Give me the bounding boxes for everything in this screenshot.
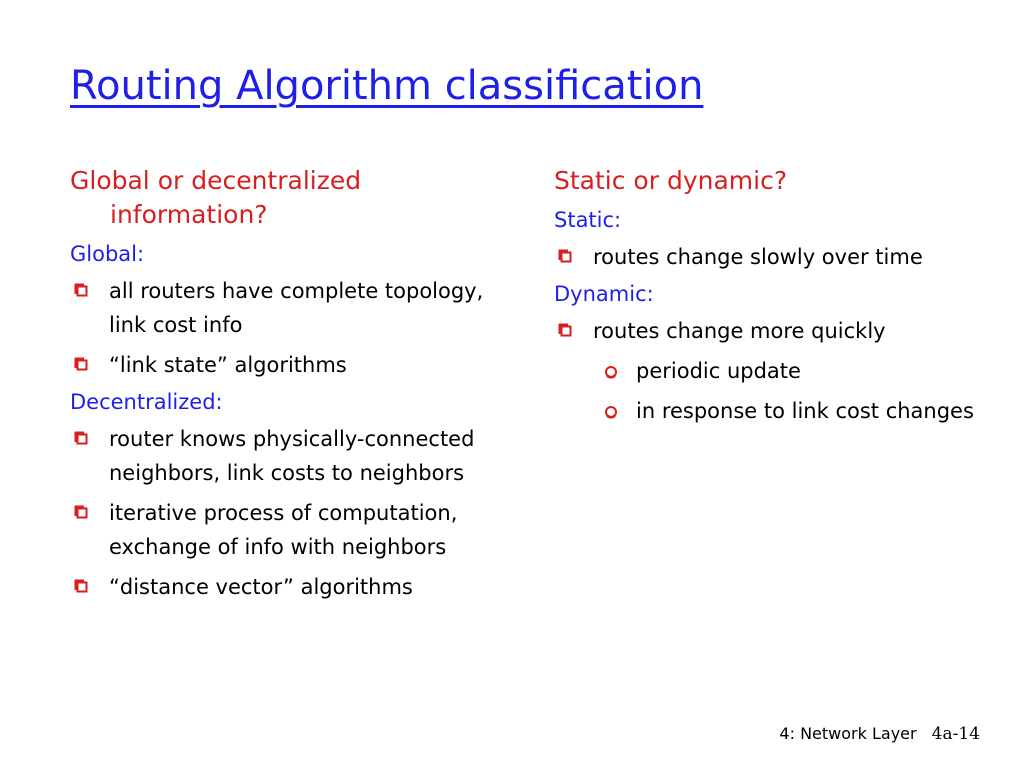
square-bullet-icon xyxy=(558,248,572,264)
label-decentralized: Decentralized: xyxy=(70,390,223,414)
list-item xyxy=(600,394,974,428)
list-item xyxy=(70,496,510,564)
square-bullet-icon xyxy=(74,356,88,372)
circle-bullet-icon xyxy=(604,405,618,419)
list-item-text: “distance vector” algorithms xyxy=(109,575,413,599)
list-item xyxy=(554,314,974,348)
list-global xyxy=(70,274,510,382)
slide-title: Routing Algorithm classification xyxy=(70,63,704,109)
list-item xyxy=(70,570,510,604)
square-bullet-icon xyxy=(74,430,88,446)
slide-footer xyxy=(779,722,980,746)
label-global: Global: xyxy=(70,242,145,266)
square-bullet-icon xyxy=(558,322,572,338)
square-bullet-icon xyxy=(74,504,88,520)
footer-page-number: 4a-14 xyxy=(931,724,980,744)
list-item xyxy=(70,422,510,490)
list-item-text: routes change more quickly xyxy=(593,319,886,343)
square-bullet-icon xyxy=(74,282,88,298)
footer-chapter: 4: Network Layer xyxy=(779,724,917,743)
list-item xyxy=(70,274,510,342)
label-dynamic: Dynamic: xyxy=(554,282,654,306)
list-item-text: in response to link cost changes xyxy=(636,399,974,423)
list-decentralized xyxy=(70,422,510,604)
square-bullet-icon xyxy=(74,578,88,594)
list-static xyxy=(554,240,974,274)
list-item-text: periodic update xyxy=(636,359,801,383)
right-column xyxy=(554,160,974,434)
list-dynamic-sub xyxy=(600,354,974,428)
list-dynamic xyxy=(554,314,974,348)
left-column xyxy=(70,160,510,610)
list-item-text: iterative process of computation, exchange of info with neighbors xyxy=(109,501,458,559)
circle-bullet-icon xyxy=(604,365,618,379)
list-item-text: all routers have complete topology, link cost info xyxy=(109,279,484,337)
list-item xyxy=(554,240,974,274)
heading-static-or-dynamic: Static or dynamic? xyxy=(554,166,788,195)
list-item-text: “link state” algorithms xyxy=(109,353,347,377)
list-item xyxy=(70,348,510,382)
list-item-text: routes change slowly over time xyxy=(593,245,923,269)
list-item xyxy=(600,354,974,388)
list-item-text: router knows physically-connected neighbors, link costs to neighbors xyxy=(109,427,475,485)
heading-global-or-decentralized: Global or decentralized information? xyxy=(70,166,362,229)
label-static: Static: xyxy=(554,208,622,232)
